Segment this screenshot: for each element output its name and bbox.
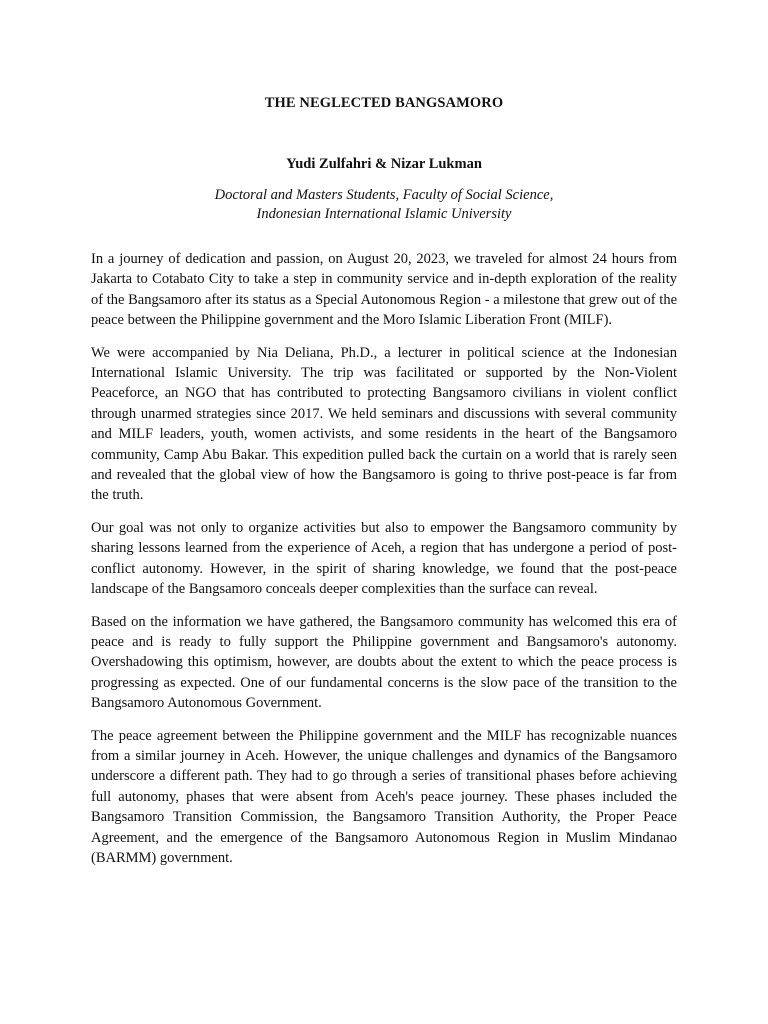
- document-title: THE NEGLECTED BANGSAMORO: [264, 95, 504, 111]
- paragraph-4: Based on the information we have gathered, the Bangsamoro community has welcomed this era of peace and is ready to fully support the Philippine government and Bangsamoro's autonomy. Overshadowing this optimism, however, are doubts about the extent to which the peace process is progressing as expected. One of our fundamental concerns is the slow pace of the transition to the Bangsamoro Autonomous Government.: [91, 613, 677, 712]
- author-affiliation: [0, 186, 768, 224]
- affiliation-line-2: Indonesian International Islamic University: [256, 206, 512, 222]
- affiliation-line-1: Doctoral and Masters Students, Faculty of Social Science,: [214, 187, 554, 203]
- paragraph-3: Our goal was not only to organize activities but also to empower the Bangsamoro community by sharing lessons learned from the experience of Aceh, a region that has undergone a period of post-conflict autonomy. However, in the spirit of sharing knowledge, we found that the post-peace landscape of the Bangsamoro conceals deeper complexities than the surface can reveal.: [91, 519, 677, 598]
- paragraph-2: We were accompanied by Nia Deliana, Ph.D., a lecturer in political science at the Indonesian International Islamic University. The trip was facilitated or supported by the Non-Violent Peaceforce, an NGO that has contributed to protecting Bangsamoro civilians in violent conflict through unarmed strategies since 2017. We held seminars and discussions with several community and MILF leaders, youth, women activists, and some residents in the heart of the Bangsamoro community, Camp Abu Bakar. This expedition pulled back the curtain on a world that is rarely seen and revealed that the global view of how the Bangsamoro is going to thrive post-peace is far from the truth.: [91, 344, 677, 504]
- author-names: Yudi Zulfahri & Nizar Lukman: [286, 156, 482, 172]
- paragraph-1: In a journey of dedication and passion, on August 20, 2023, we traveled for almost 24 hours from Jakarta to Cotabato City to take a step in community service and in-depth exploration of the reality of the Bangsamoro after its status as a Special Autonomous Region - a milestone that grew out of the peace between the Philippine government and the Moro Islamic Liberation Front (MILF).: [91, 251, 677, 329]
- article-body: [91, 249, 677, 880]
- paragraph-5: The peace agreement between the Philippine government and the MILF has recognizable nuances from a similar journey in Aceh. However, the unique challenges and dynamics of the Bangsamoro underscore a different path. They had to go through a series of transitional phases before achieving full autonomy, phases that were absent from Aceh's peace journey. These phases included the Bangsamoro Transition Commission, the Bangsamoro Transition Authority, the Proper Peace Agreement, and the emergence of the Bangsamoro Autonomous Region in Muslim Mindanao (BARMM) government.: [91, 727, 677, 866]
